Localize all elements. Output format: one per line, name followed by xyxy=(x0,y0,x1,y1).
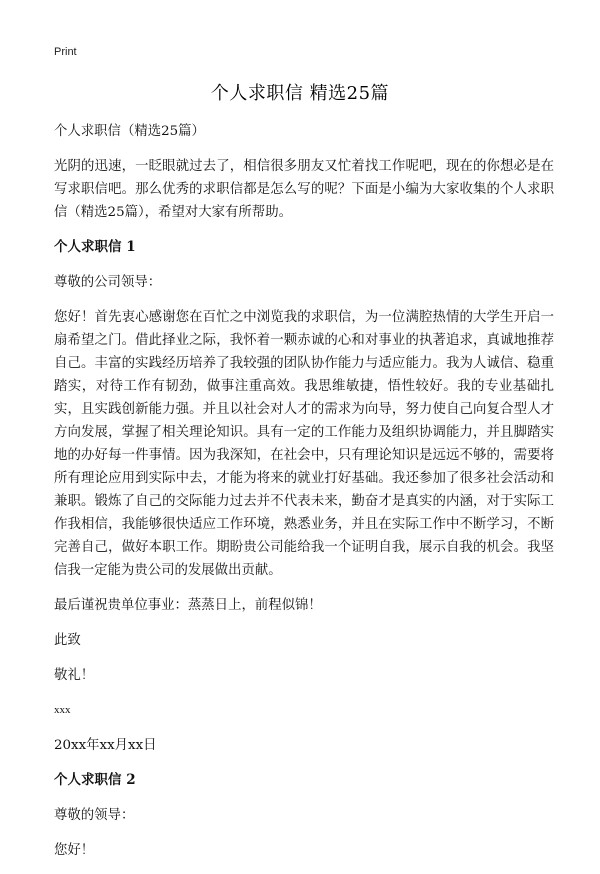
letter-body-1: 您好！首先衷心感谢您在百忙之中浏览我的求职信，为一位满腔热情的大学生开启一扇希望之门。借此择业之际，我怀着一颗赤诚的心和对事业的执著追求，真诚地推荐自己。丰富的实践经历培养了我较强的团队协作能力与适应能力。我为人诚信、稳重踏实，对待工作有韧劲，做事注重高效。我思维敏捷，悟性较好。我的专业基础扎实，且实践创新能力强。并且以社会对人才的需求为向导，努力使自己向复合型人才方向发展，掌握了相关理论知识。具有一定的工作能力及组织协调能力，并且脚踏实地的办好每一件事情。因为我深知，在社会中，只有理论知识是远远不够的，需要将所有理论应用到实际中去，才能为将来的就业打好基础。我还参加了很多社会活动和兼职。锻炼了自己的交际能力过去并不代表未来，勤奋才是真实的内涵，对于实际工作我相信，我能够很快适应工作环境，熟悉业务，并且在实际工作中不断学习，不断完善自己，做好本职工作。期盼贵公司能给我一个证明自我，展示自我的机会。我坚信我一定能为贵公司的发展做出贡献。 xyxy=(54,310,554,578)
document-subtitle: 个人求职信（精选25篇） xyxy=(54,124,205,139)
closing-line-2: 敬礼！ xyxy=(54,668,95,683)
closing-line-1: 此致 xyxy=(54,633,81,648)
salutation-1: 尊敬的公司领导： xyxy=(54,275,162,290)
letter-date: 20xx年xx月xx日 xyxy=(54,738,157,753)
section-heading-2: 个人求职信 2 xyxy=(54,772,136,788)
page-title: 个人求职信 精选25篇 xyxy=(210,83,390,104)
salutation-2: 尊敬的领导： xyxy=(54,808,135,823)
greeting-2: 您好！ xyxy=(54,843,95,858)
signature: xxx xyxy=(54,704,71,716)
section-heading-1: 个人求职信 1 xyxy=(54,239,136,255)
document-body xyxy=(54,120,554,874)
print-label: Print xyxy=(54,46,77,58)
intro-paragraph: 光阴的迅速，一眨眼就过去了，相信很多朋友又忙着找工作呢吧，现在的你想必是在写求职信吧。那么优秀的求职信都是怎么写的呢？下面是小编为大家收集的个人求职信（精选25篇），希望对大家有所帮助。 xyxy=(54,159,554,220)
closing-wish-1: 最后谨祝贵单位事业：蒸蒸日上，前程似锦！ xyxy=(54,598,322,613)
